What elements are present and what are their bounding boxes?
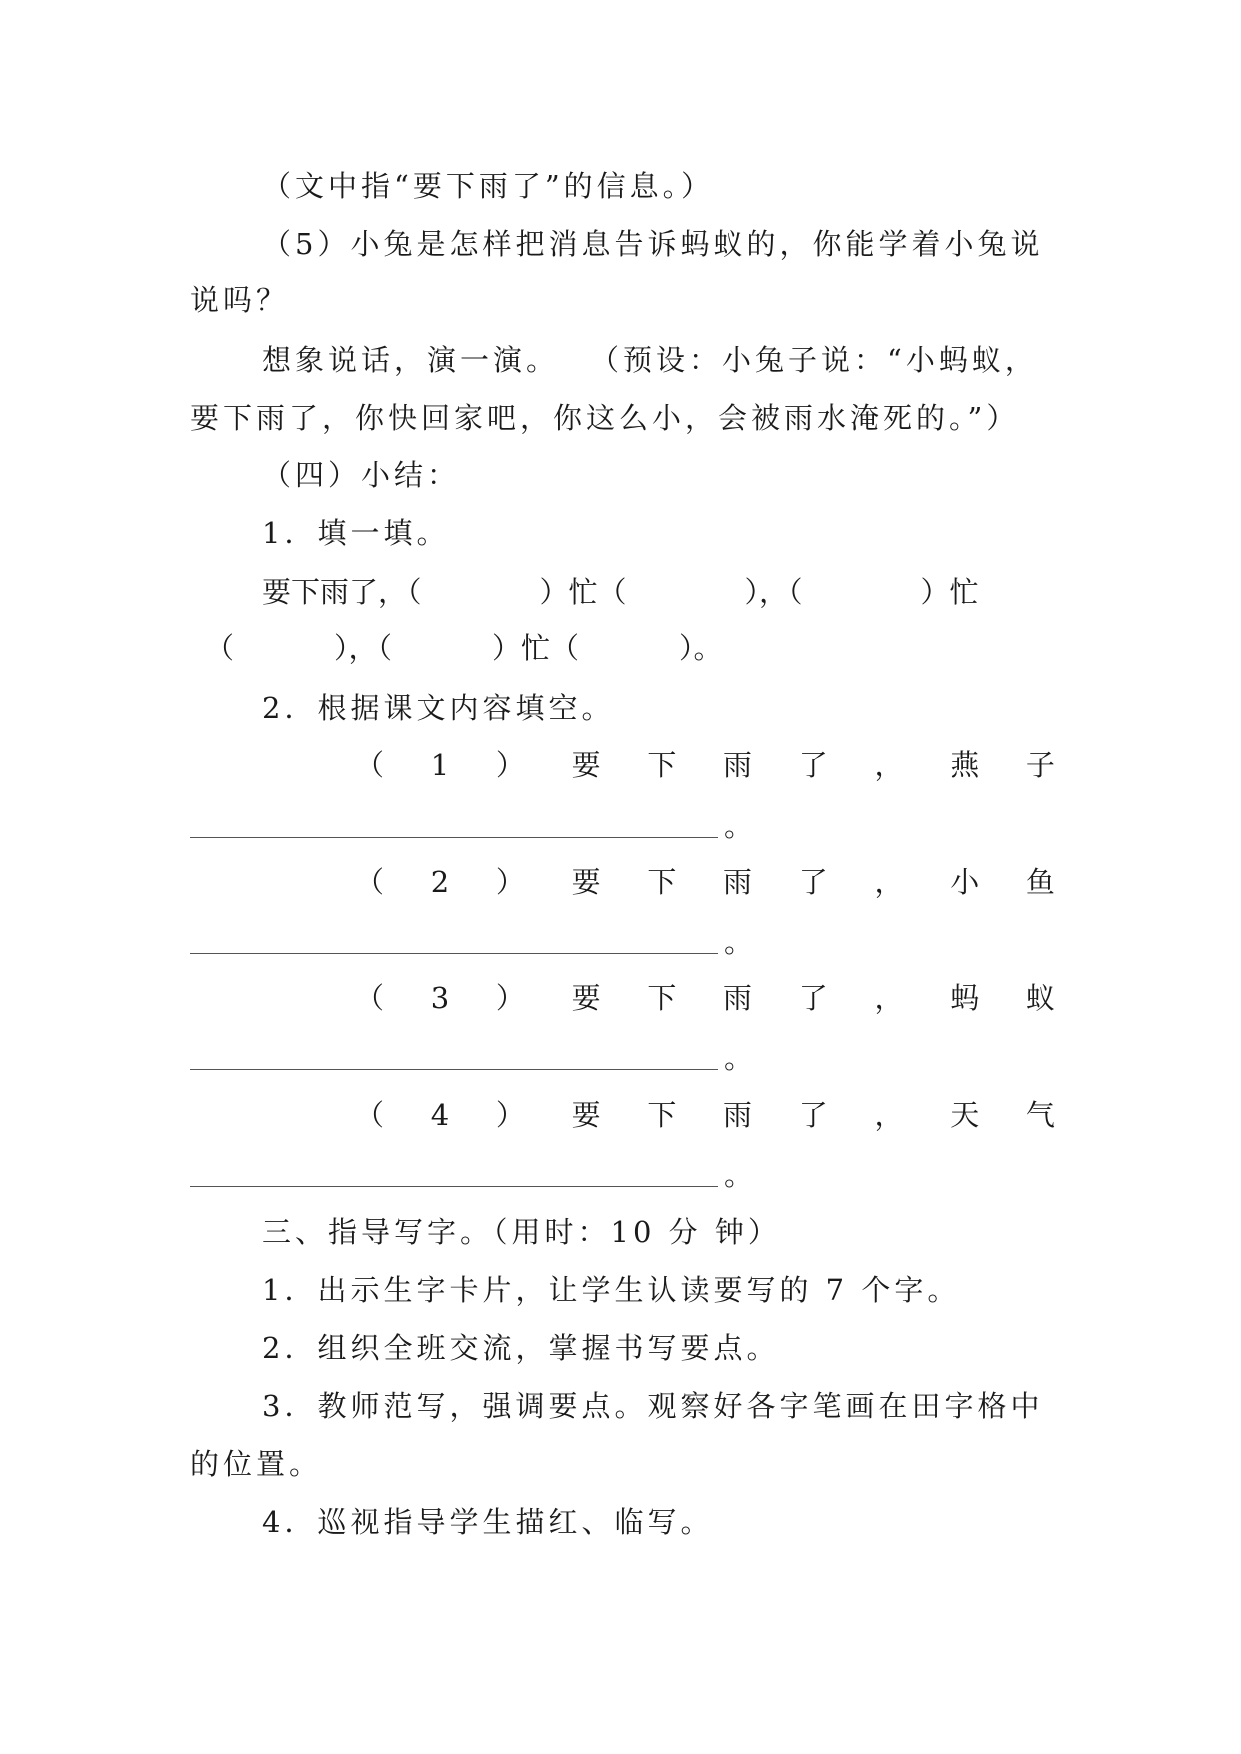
fill-item-row — [355, 978, 1055, 1018]
end-punct: 。 — [724, 809, 754, 843]
item-char: 小 — [950, 865, 980, 899]
item-char: 雨 — [723, 1098, 753, 1132]
fill-blank-line — [205, 628, 723, 668]
fill-text: 要下雨了，（ — [262, 575, 422, 609]
fill-text: ）忙 — [920, 575, 979, 609]
fill-item-row — [355, 862, 1055, 902]
text-line: 的位置。 — [190, 1447, 323, 1481]
item-char: 雨 — [723, 981, 753, 1015]
item-char: 下 — [647, 865, 677, 899]
item-char: 下 — [647, 748, 677, 782]
item-char: 蚁 — [1025, 981, 1055, 1015]
item-char: ， — [874, 981, 904, 1015]
text-line: 2．根据课文内容填空。 — [262, 691, 615, 725]
item-char: 3 — [430, 981, 450, 1015]
text-line: 4．巡视指导学生描红、临写。 — [262, 1505, 714, 1539]
end-punct: 。 — [724, 925, 754, 959]
item-char: 燕 — [950, 748, 980, 782]
text-line: （5）小兔是怎样把消息告诉蚂蚁的，你能学着小兔说 — [262, 227, 1044, 261]
item-char: ） — [495, 748, 525, 782]
end-punct: 。 — [724, 1158, 754, 1192]
fill-item-row — [355, 1095, 1055, 1135]
item-char: 鱼 — [1025, 865, 1055, 899]
answer-blank — [190, 806, 753, 846]
item-char: （ — [355, 1098, 385, 1132]
item-char: ） — [495, 865, 525, 899]
answer-blank — [190, 1155, 753, 1195]
answer-blank — [190, 1038, 753, 1078]
section-heading: 三、指导写字。（用时：10 分 钟） — [262, 1215, 781, 1249]
item-char: ， — [874, 865, 904, 899]
end-punct: 。 — [724, 1041, 754, 1075]
text-line: （预设：小兔子说：“小蚂蚁， — [590, 343, 1038, 377]
fill-blank-line — [262, 572, 979, 612]
item-char: 要 — [571, 1098, 601, 1132]
fill-text: ）忙（ — [492, 631, 580, 665]
item-char: ） — [495, 981, 525, 1015]
item-char: 了 — [798, 865, 828, 899]
item-char: 了 — [798, 981, 828, 1015]
fill-text: ），（ — [744, 575, 803, 609]
text-line: 1．出示生字卡片，让学生认读要写的 7 个字。 — [262, 1273, 961, 1307]
answer-blank — [190, 922, 753, 962]
underline — [190, 1164, 718, 1187]
text-line: （文中指“要下雨了”的信息。） — [262, 169, 715, 203]
text-line: 1．填一填。 — [262, 516, 450, 550]
underline — [190, 931, 718, 954]
item-char: 了 — [798, 748, 828, 782]
item-char: （ — [355, 865, 385, 899]
fill-text: ）。 — [679, 631, 723, 665]
item-char: 雨 — [723, 865, 753, 899]
item-char: 天 — [950, 1098, 980, 1132]
fill-text: ），（ — [334, 631, 393, 665]
text-line: 2．组织全班交流，掌握书写要点。 — [262, 1331, 780, 1365]
item-char: （ — [355, 748, 385, 782]
item-char: 要 — [571, 748, 601, 782]
item-char: ， — [874, 1098, 904, 1132]
fill-item-row — [355, 745, 1055, 785]
item-char: 气 — [1025, 1098, 1055, 1132]
text-line: 要下雨了，你快回家吧，你这么小，会被雨水淹死的。”） — [190, 401, 1020, 435]
underline — [190, 1047, 718, 1070]
item-char: 下 — [647, 981, 677, 1015]
item-char: 蚂 — [950, 981, 980, 1015]
text-line: 3．教师范写，强调要点。观察好各字笔画在田字格中 — [262, 1389, 1044, 1423]
item-char: 2 — [430, 865, 450, 899]
item-char: 要 — [571, 981, 601, 1015]
underline — [190, 815, 718, 838]
item-char: 1 — [430, 748, 450, 782]
item-char: （ — [355, 981, 385, 1015]
item-char: ） — [495, 1098, 525, 1132]
item-char: 了 — [798, 1098, 828, 1132]
item-char: 子 — [1025, 748, 1055, 782]
section-heading: （四）小结： — [262, 458, 461, 492]
item-char: 要 — [571, 865, 601, 899]
item-char: ， — [874, 748, 904, 782]
text-line: 说吗？ — [190, 283, 290, 317]
item-char: 4 — [430, 1098, 450, 1132]
text-line: 想象说话，演一演。 — [262, 343, 560, 377]
item-char: 下 — [647, 1098, 677, 1132]
fill-text: ）忙（ — [539, 575, 627, 609]
item-char: 雨 — [723, 748, 753, 782]
fill-text: （ — [205, 631, 235, 665]
